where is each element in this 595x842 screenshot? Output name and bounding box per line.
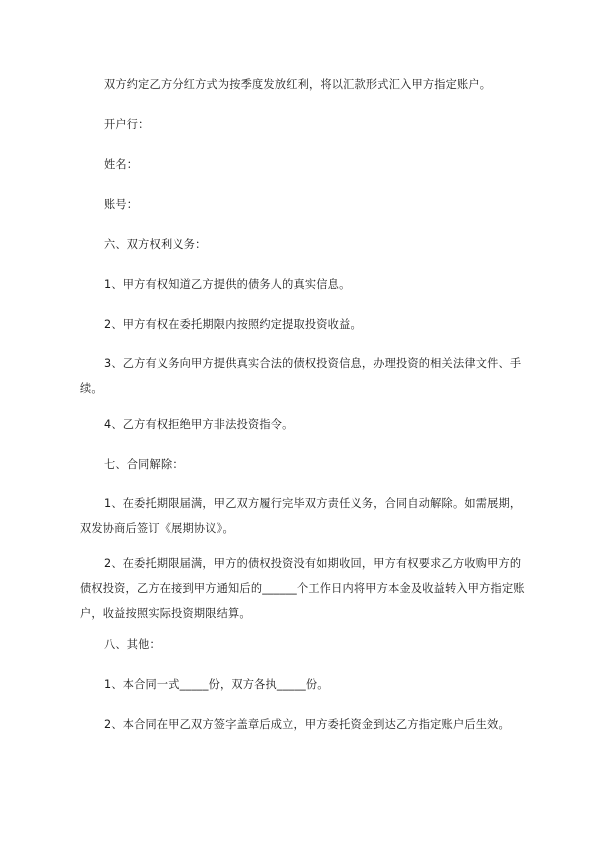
section-heading-rights: 六、双方权利义务： bbox=[104, 238, 207, 251]
section-heading-termination: 七、合同解除： bbox=[104, 458, 184, 471]
clause-rights-3: 3、乙方有义务向甲方提供真实合法的债权投资信息，办理投资的相关法律文件、手续。 bbox=[80, 357, 522, 395]
section-heading-other: 八、其他： bbox=[104, 638, 161, 651]
clause-other-2: 2、本合同在甲乙双方签字盖章后成立，甲方委托资金到达乙方指定账户后生效。 bbox=[104, 718, 510, 731]
clause-termination-2: 2、在委托期限届满，甲方的债权投资没有如期收回，甲方有权要求乙方收购甲方的债权投资，乙方在接到甲方通知后的______个工作日内将甲方本金及收益转入甲方指定账户，收益按照实际投资期限结算。 bbox=[80, 557, 525, 620]
paragraph-account: 账号： bbox=[104, 198, 139, 211]
clause-other-1: 1、本合同一式_____份，双方各执_____份。 bbox=[104, 678, 329, 691]
clause-rights-4: 4、乙方有权拒绝甲方非法投资指令。 bbox=[104, 418, 294, 431]
paragraph-name: 姓名： bbox=[104, 158, 139, 171]
clause-rights-1: 1、甲方有权知道乙方提供的债务人的真实信息。 bbox=[104, 278, 351, 291]
paragraph-bank: 开户行： bbox=[104, 118, 150, 131]
clause-rights-2: 2、甲方有权在委托期限内按照约定提取投资收益。 bbox=[104, 318, 362, 331]
clause-termination-1: 1、在委托期限届满，甲乙双方履行完毕双方责任义务，合同自动解除。如需展期，双发协商后签订《展期协议》。 bbox=[80, 497, 522, 535]
paragraph-dividend-method: 双方约定乙方分红方式为按季度发放红利，将以汇款形式汇入甲方指定账户。 bbox=[104, 78, 492, 91]
